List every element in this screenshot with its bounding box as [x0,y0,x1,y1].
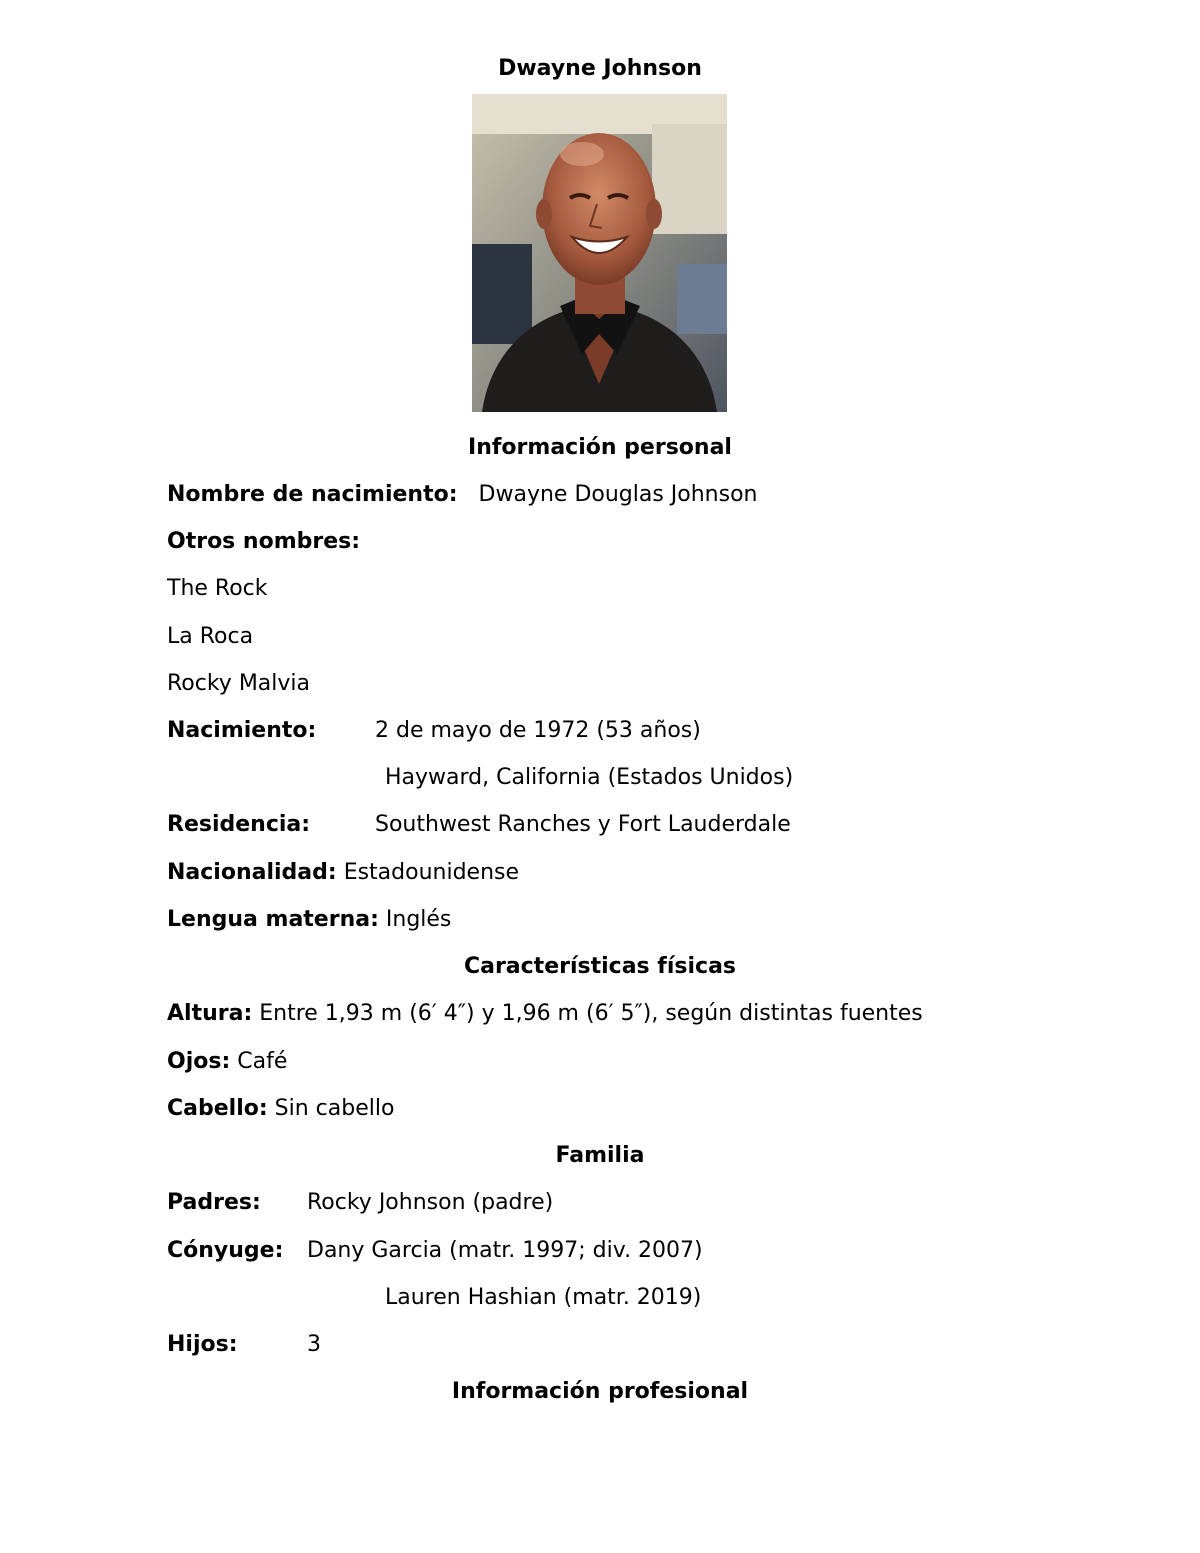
eyes-value: Café [237,1049,288,1074]
nationality-value: Estadounidense [343,860,520,885]
eyes-label: Ojos: [167,1049,231,1074]
eyes-row [167,1049,287,1075]
spouse-label: Cónyuge: [167,1238,284,1263]
nationality-label: Nacionalidad: [167,860,337,885]
birth-label: Nacimiento: [167,718,317,743]
section-heading-physical: Características físicas [463,954,737,979]
language-row [167,907,451,933]
residence-value: Southwest Ranches y Fort Lauderdale [375,812,791,837]
section-heading-professional: Información profesional [451,1379,749,1404]
section-heading-personal: Información personal [468,435,732,460]
parents-value: Rocky Johnson (padre) [307,1190,554,1215]
children-label: Hijos: [167,1332,238,1357]
page-title: Dwayne Johnson [498,56,702,81]
other-name-item: La Roca [167,624,254,649]
language-label: Lengua materna: [167,907,379,932]
hair-value: Sin cabello [274,1096,395,1121]
hair-label: Cabello: [167,1096,268,1121]
language-value: Inglés [385,907,452,932]
portrait-photo [472,94,727,412]
birth-name-row [167,482,758,508]
parents-label: Padres: [167,1190,261,1215]
other-names-label: Otros nombres: [167,529,361,554]
hair-row [167,1096,394,1122]
birth-place-value: Hayward, California (Estados Unidos) [385,765,794,790]
height-label: Altura: [167,1001,253,1026]
birth-date-value: 2 de mayo de 1972 (53 años) [375,718,701,743]
spouse-item: Lauren Hashian (matr. 2019) [385,1285,702,1310]
birth-name-value: Dwayne Douglas Johnson [478,482,758,507]
height-row [167,1001,923,1027]
section-heading-family: Familia [555,1143,645,1168]
residence-label: Residencia: [167,812,311,837]
height-value: Entre 1,93 m (6′ 4″) y 1,96 m (6′ 5″), según distintas fuentes [259,1001,923,1026]
spouse-item: Dany Garcia (matr. 1997; div. 2007) [307,1238,703,1263]
children-value: 3 [307,1332,321,1357]
birth-name-label: Nombre de nacimiento: [167,482,458,507]
other-name-item: The Rock [167,576,268,601]
nationality-row [167,860,519,886]
other-name-item: Rocky Malvia [167,671,311,696]
